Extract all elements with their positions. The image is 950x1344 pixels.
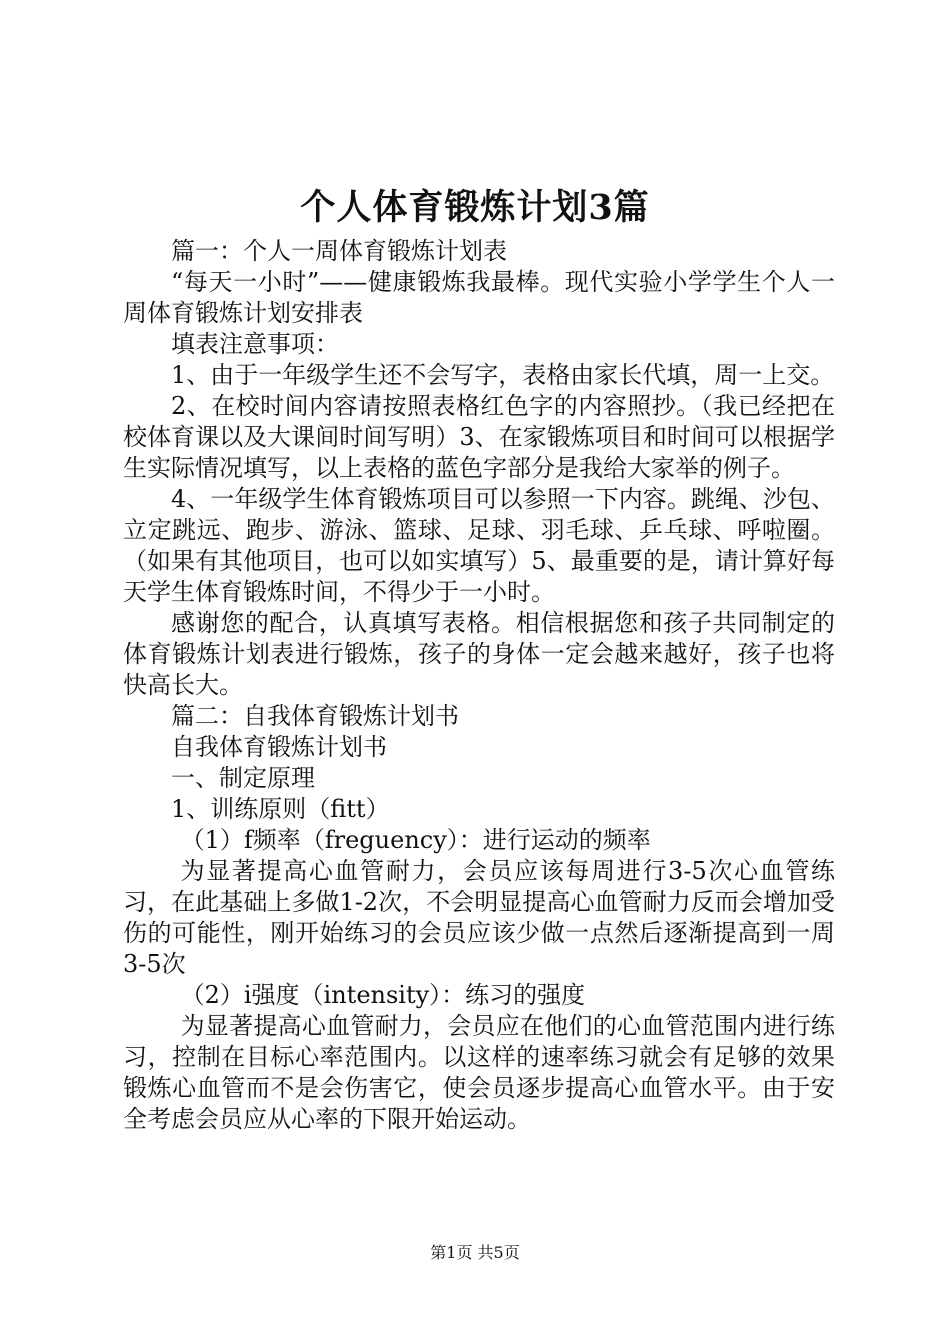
paragraph-thanks: 感谢您的配合，认真填写表格。相信根据您和孩子共同制定的体育锻炼计划表进行锻炼，孩子的身体一定会越来越好，孩子也将快高长大。 (123, 609, 835, 699)
paragraph-frequency-body: 为显著提高心血管耐力，会员应该每周进行3-5次心血管练习，在此基础上多做1-2次，不会明显提高心血管耐力反而会增加受伤的可能性，刚开始练习的会员应该少做一点然后逐渐提高到一周3-5次 (123, 857, 835, 978)
paragraph-section-two-heading: 篇二：自我体育锻炼计划书 (171, 702, 459, 730)
page-footer: 第1页 共5页 (430, 1243, 520, 1262)
document-title: 个人体育锻炼计划3篇 (300, 187, 650, 228)
paragraph-slogan: “每天一小时”——健康锻炼我最棒。现代实验小学学生个人一周体育锻炼计划安排表 (123, 268, 835, 327)
paragraph-frequency-heading: （1）f频率（freguency）：进行运动的频率 (180, 826, 651, 854)
paragraph-notes-heading: 填表注意事项： (171, 330, 339, 358)
paragraph-principle-heading: 一、制定原理 (171, 764, 315, 792)
paragraph-training-principle: 1、训练原则（fitt） (171, 795, 390, 823)
paragraph-note-2-3: 2、在校时间内容请按照表格红色字的内容照抄。（我已经把在校体育课以及大课间时间写明）3、在家锻炼项目和时间可以根据学生实际情况填写，以上表格的蓝色字部分是我给大家举的例子。 (123, 392, 835, 482)
paragraph-plan-title: 自我体育锻炼计划书 (171, 733, 387, 761)
paragraph-note-1: 1、由于一年级学生还不会写字，表格由家长代填，周一上交。 (171, 361, 835, 389)
paragraph-note-4-5: 4、一年级学生体育锻炼项目可以参照一下内容。跳绳、沙包、立定跳远、跑步、游泳、篮球、足球、羽毛球、乒乓球、呼啦圈。（如果有其他项目，也可以如实填写）5、最重要的是，请计算好每天学生体育锻炼时间，不得少于一小时。 (123, 485, 835, 606)
document-body (123, 236, 835, 1135)
paragraph-section-one-heading: 篇一：个人一周体育锻炼计划表 (171, 237, 507, 265)
paragraph-intensity-body: 为显著提高心血管耐力，会员应在他们的心血管范围内进行练习，控制在目标心率范围内。以这样的速率练习就会有足够的效果锻炼心血管而不是会伤害它，使会员逐步提高心血管水平。由于安全考虑会员应从心率的下限开始运动。 (123, 1012, 835, 1133)
paragraph-intensity-heading: （2）i强度（intensity）：练习的强度 (180, 981, 586, 1009)
